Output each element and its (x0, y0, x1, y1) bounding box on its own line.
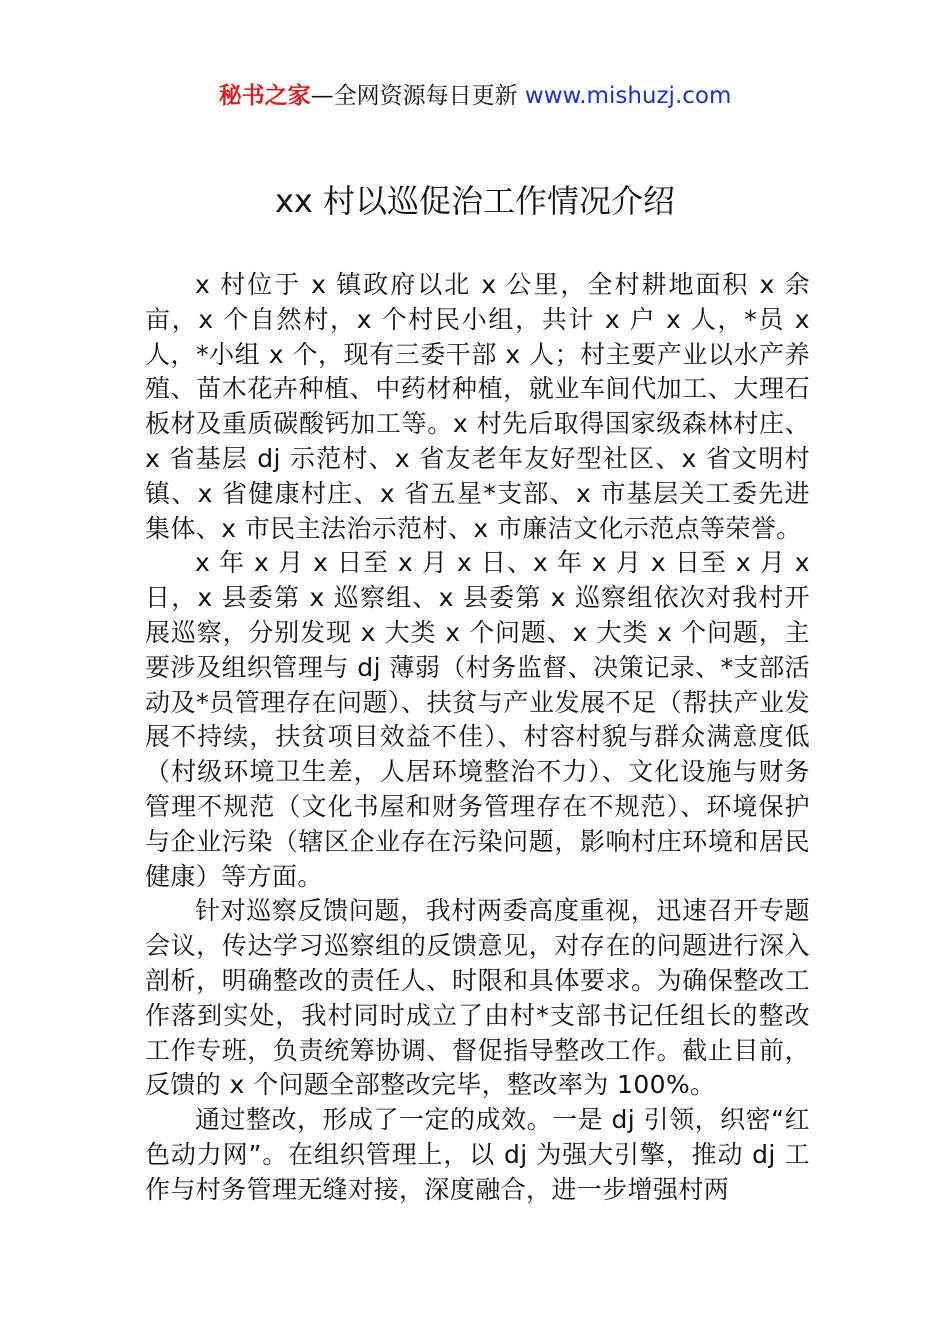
paragraph-village-overview: x 村位于 x 镇政府以北 x 公里，全村耕地面积 x 余亩，x 个自然村，x 个村民小组，共计 x 户 x 人，*员 x 人，*小组 x 个，现有三委干部 x 人；村主要产业以水产养殖、苗木花卉种植、中药材种植，就业车间代加工、大理石板材及重质碳酸钙加工等。x 村先后取得国家级森林村庄、x 省基层 dj 示范村、x 省友老年友好型社区、x 省文明村镇、x 省健康村庄、x 省五星*支部、x 市基层关工委先进集体、x 市民主法治示范村、x 市廉洁文化示范点等荣誉。 (145, 270, 810, 543)
document-body (145, 268, 810, 1208)
site-brand: 秘书之家 (218, 83, 311, 109)
document-title: xx 村以巡促治工作情况介绍 (274, 182, 676, 220)
paragraph-inspection-findings: x 年 x 月 x 日至 x 月 x 日、x 年 x 月 x 日至 x 月 x 日，x 县委第 x 巡察组、x 县委第 x 巡察组依次对我村开展巡察，分别发现 x 大类 x 个问题、x 大类 x 个问题，主要涉及组织管理与 dj 薄弱（村务监督、决策记录、*支部活动及*员管理存在问题）、扶贫与产业发展不足（帮扶产业发展不持续，扶贫项目效益不佳）、村容村貌与群众满意度低（村级环境卫生差，人居环境整治不力）、文化设施与财务管理不规范（文化书屋和财务管理存在不规范）、环境保护与企业污染（辖区企业存在污染问题，影响村庄环境和居民健康）等方面。 (145, 548, 810, 891)
paragraph-rectification-measures: 针对巡察反馈问题，我村两委高度重视，迅速召开专题会议，传达学习巡察组的反馈意见，对存在的问题进行深入剖析，明确整改的责任人、时限和具体要求。为确保整改工作落到实处，我村同时成立了由村*支部书记任组长的整改工作专班，负责统筹协调、督促指导整改工作。截止目前，反馈的 x 个问题全部整改完毕，整改率为 100%。 (145, 896, 810, 1100)
site-url-link[interactable]: www.mishuzj.com (524, 83, 732, 109)
site-tagline: —全网资源每日更新 (310, 83, 525, 109)
site-header (0, 80, 950, 112)
paragraph-rectification-results: 通过整改，形成了一定的成效。一是 dj 引领，织密“红色动力网”。在组织管理上，以 dj 为强大引擎，推动 dj 工作与村务管理无缝对接，深度融合，进一步增强村两 (145, 1105, 810, 1204)
